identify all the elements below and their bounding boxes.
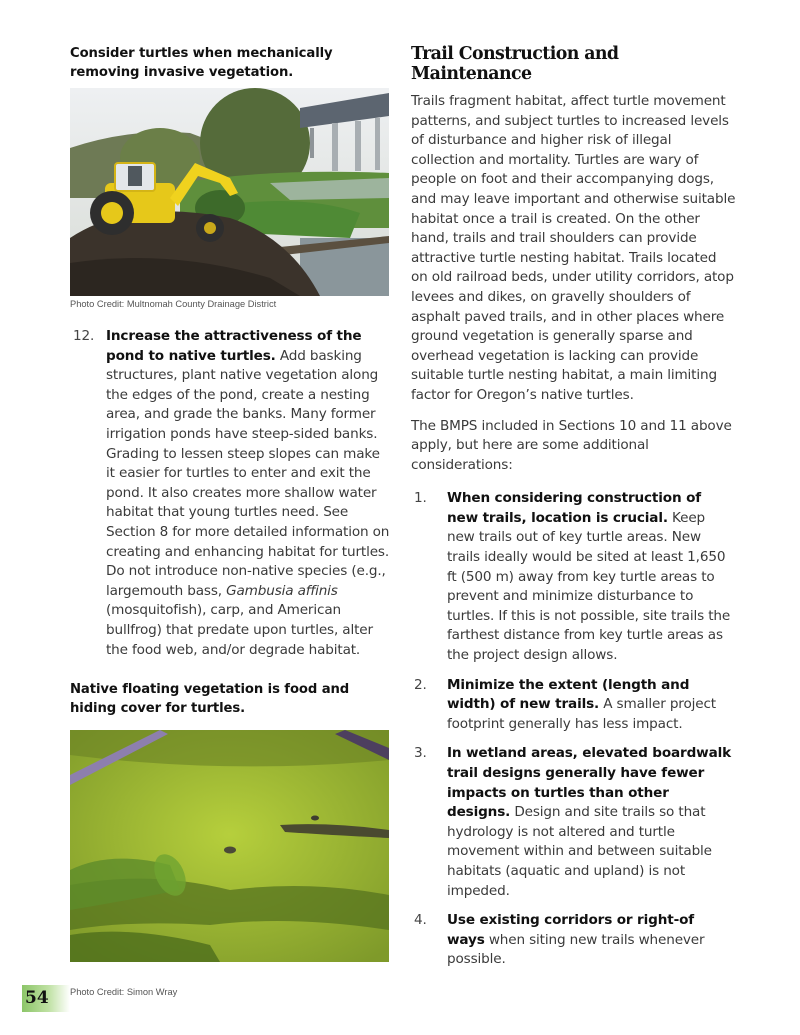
list-item (411, 911, 736, 970)
list-item-text: when siting new trails whenever possible. (447, 931, 705, 968)
floating-vegetation-photo (70, 730, 389, 962)
list-item-bold-lead: Use existing corridors or right-of ways (447, 912, 695, 948)
left-column (70, 44, 390, 962)
species-name-italic: Gambusia affinis (226, 582, 338, 599)
intro-paragraph: Trails fragment habitat, affect turtle movement patterns, and subject turtles to increased levels of disturbance and higher risk of illegal collection and mortality. Turtles are wary of people on foot and their accompanying dogs, and may leave important and otherwise suitable habitat once a trail is created. On the other hand, trails and trail shoulders can provide attractive turtle nesting habitat. Trails located on old railroad beds, under utility corridors, atop levees and dikes, on gravelly shoulders of asphalt paved trails, and in other places where ground vegetation is generally sparse and overhead vegetation is lacking can provide suitable turtle nesting habitat, a main limiting factor for Oregon’s native turtles. (411, 93, 736, 403)
list-item-bold-lead: Minimize the extent (length and width) of new trails. (447, 676, 690, 713)
list-item-number: 2. (414, 676, 427, 693)
excavator-photo (70, 88, 389, 296)
list-item-number: 3. (414, 745, 427, 762)
list-item-number: 4. (414, 912, 427, 929)
pond-recommendation-list (70, 327, 390, 660)
trail-considerations-list (411, 489, 736, 970)
list-item-number: 1. (414, 490, 427, 507)
list-item-text: A smaller project footprint generally has less impact. (447, 696, 716, 732)
list-item (411, 744, 736, 901)
photo2-caption: Native floating vegetation is food and hiding cover for turtles. (70, 682, 350, 717)
photo1-credit: Photo Credit: Multnomah County Drainage District (70, 299, 277, 309)
list-item-bold-lead: When considering construction of new trails, location is crucial. (447, 490, 702, 526)
list-item-text: Design and site trails so that hydrology is not altered and turtle movement within and between suitable habitats (aquatic and upland) is not impeded. (447, 804, 712, 899)
page-number: 54 (25, 988, 49, 1008)
list-item-bold-lead: Increase the attractiveness of the pond to native turtles. (106, 328, 362, 364)
list-item (411, 489, 736, 665)
right-column (411, 44, 736, 980)
excavator-photo-image (70, 88, 389, 296)
list-item-number: 12. (73, 328, 95, 344)
list-item (411, 676, 736, 735)
list-item-bold-lead: In wetland areas, elevated boardwalk trail designs generally have fewer impacts on turtles than other designs. (447, 745, 731, 821)
photo1-caption: Consider turtles when mechanically removing invasive vegetation. (70, 46, 333, 80)
photo2-credit: Photo Credit: Simon Wray (70, 987, 178, 997)
list-item-text-continued: (mosquitofish), carp, and American bullfrog) that predate upon turtles, alter the food web, and/or degrade habitat. (106, 602, 373, 658)
list-item-text: Keep new trails out of key turtle areas. New trails ideally would be sited at least 1,650 ft (500 m) away from key turtle areas to prevent and minimize disturbance to turtles. If this is not possible, site trails the farthest distance from key turtle areas as the project design allows. (447, 509, 731, 664)
list-item-text: Add basking structures, plant native vegetation along the edges of the pond, create a nesting area, and grade the banks. Many former irrigation ponds have steep-sided banks. Grading to lessen steep slopes can make it easier for turtles to enter and exit the pond. It also creates more shallow water habitat that young turtles need. See Section 8 for more detailed information on creating and enhancing habitat for turtles. Do not introduce non-native species (e.g., largemouth bass, (106, 347, 390, 599)
bmps-paragraph: The BMPS included in Sections 10 and 11 above apply, but here are some additional considerations: (411, 417, 732, 473)
list-item (70, 327, 390, 660)
section-title: Trail Construction and Maintenance (411, 44, 619, 84)
floating-vegetation-photo-image (70, 730, 389, 962)
page-number-tab (22, 985, 70, 1012)
